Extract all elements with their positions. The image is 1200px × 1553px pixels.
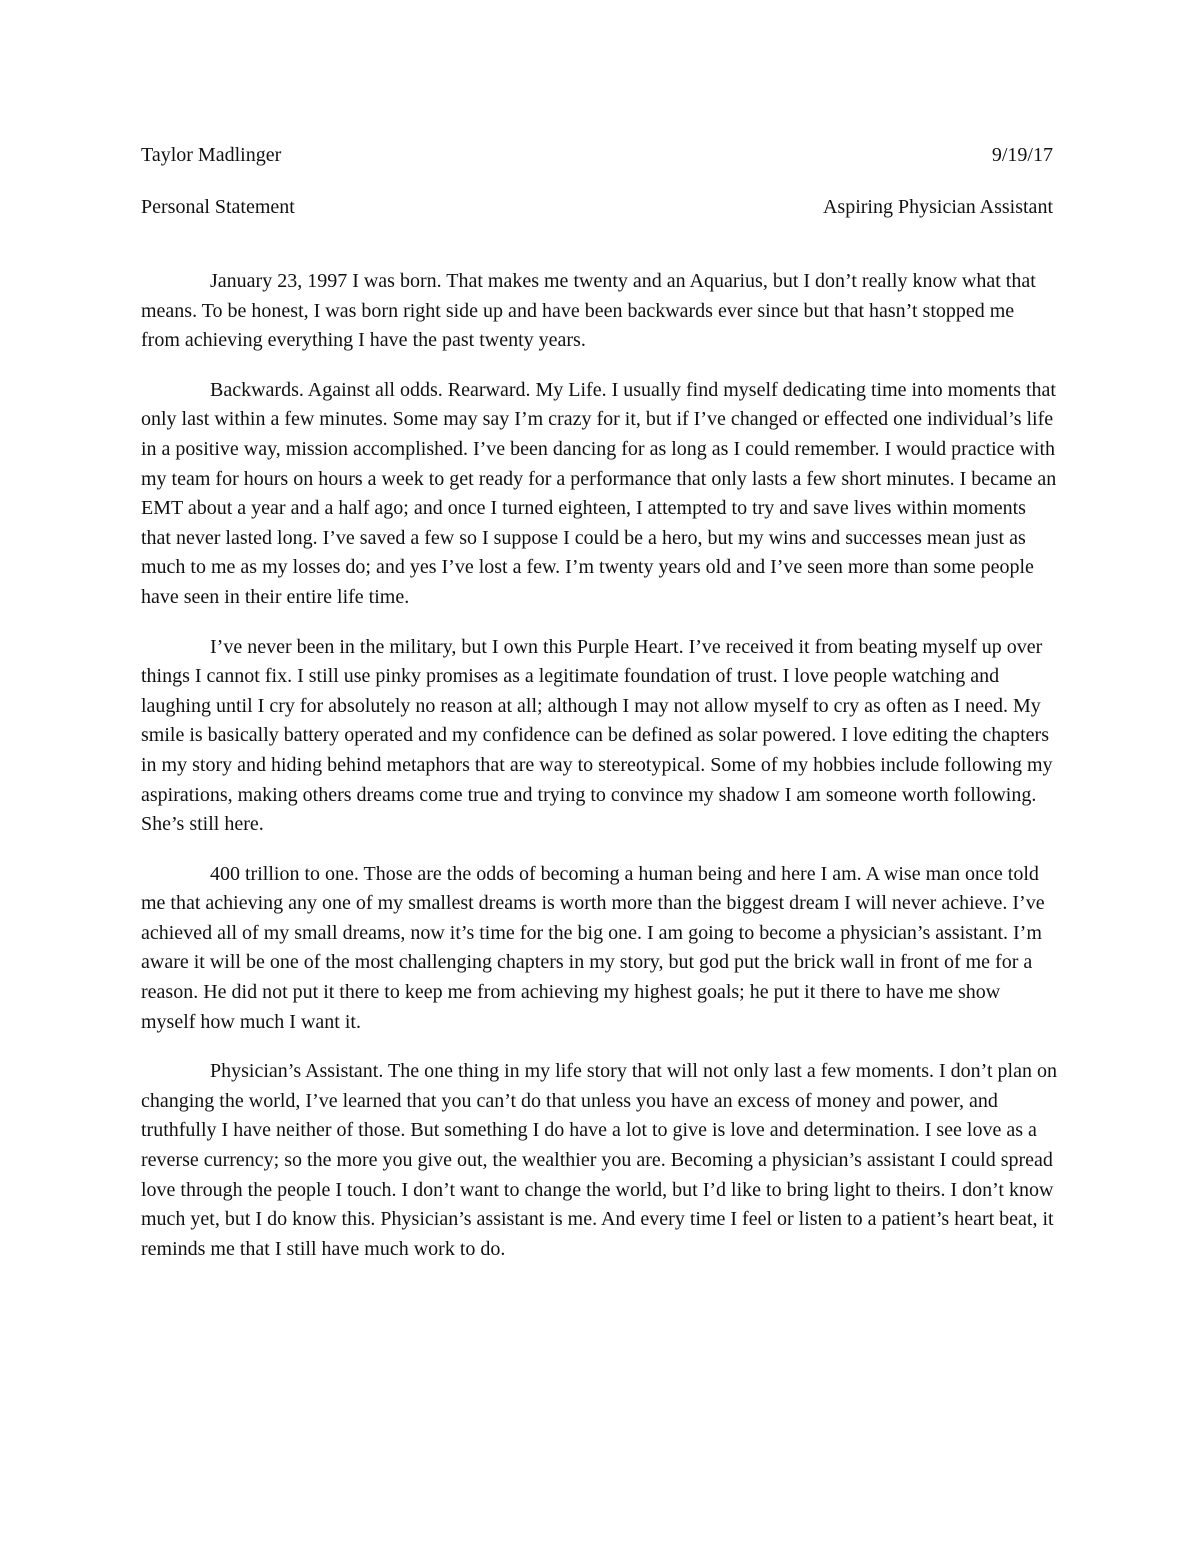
document-subtitle: Aspiring Physician Assistant <box>822 196 1053 218</box>
document-title: Personal Statement <box>141 196 295 218</box>
paragraph-5: Physician’s Assistant. The one thing in my life story that will not only last a few moments. I don’t plan on changing the world, I’ve learned that you can’t do that unless you have an excess of money and power, and truthfully I have neither of those. But something I do have a lot to give is love and determination. I see love as a reverse currency; so the more you give out, the wealthier you are. Becoming a physician’s assistant I could spread love through the people I touch. I don’t want to change the world, but I’d like to bring light to theirs. I don’t know much yet, but I do know this. Physician’s assistant is me. And every time I feel or listen to a patient’s heart beat, it reminds me that I still have much work to do. <box>141 1060 1057 1260</box>
paragraph-2: Backwards. Against all odds. Rearward. My Life. I usually find myself dedicating time into moments that only last within a few minutes. Some may say I’m crazy for it, but if I’ve changed or effected one individual’s life in a positive way, mission accomplished. I’ve been dancing for as long as I could remember. I would practice with my team for hours on hours a week to get ready for a performance that only lasts a few short minutes. I became an EMT about a year and a half ago; and once I turned eighteen, I attempted to try and save lives within moments that never lasted long. I’ve saved a few so I suppose I could be a hero, but my wins and successes mean just as much to me as my losses do; and yes I’ve lost a few. I’m twenty years old and I’ve seen more than some people have seen in their entire life time. <box>141 378 1057 608</box>
document-date: 9/19/17 <box>991 144 1053 166</box>
paragraph-4: 400 trillion to one. Those are the odds of becoming a human being and here I am. A wise man once told me that achieving any one of my smallest dreams is worth more than the biggest dream I will never achieve. I’ve achieved all of my small dreams, now it’s time for the big one. I am going to become a physician’s assistant. I’m aware it will be one of the most challenging chapters in my story, but god put the brick wall in front of me for a reason. He did not put it there to keep me from achieving my highest goals; he put it there to have me show myself how much I want it. <box>141 862 1045 1033</box>
author-name: Taylor Madlinger <box>141 144 282 166</box>
header-row-author-date <box>141 143 1053 167</box>
paragraph-1: January 23, 1997 I was born. That makes me twenty and an Aquarius, but I don’t really know what that means. To be honest, I was born right side up and have been backwards ever since but that hasn’t stopped me from achieving everything I have the past twenty years. <box>141 270 1036 352</box>
header-row-title <box>141 195 1053 219</box>
paragraph-3: I’ve never been in the military, but I own this Purple Heart. I’ve received it from beating myself up over things I cannot fix. I still use pinky promises as a legitimate foundation of trust. I love people watching and laughing until I cry for absolutely no reason at all; although I may not allow myself to cry as often as I need. My smile is basically battery operated and my confidence can be defined as solar powered. I love editing the chapters in my story and hiding behind metaphors that are way to stereotypical. Some of my hobbies include following my aspirations, making others dreams come true and trying to convince my shadow I am someone worth following. She’s still here. <box>141 635 1053 836</box>
statement-body <box>141 267 1057 1264</box>
